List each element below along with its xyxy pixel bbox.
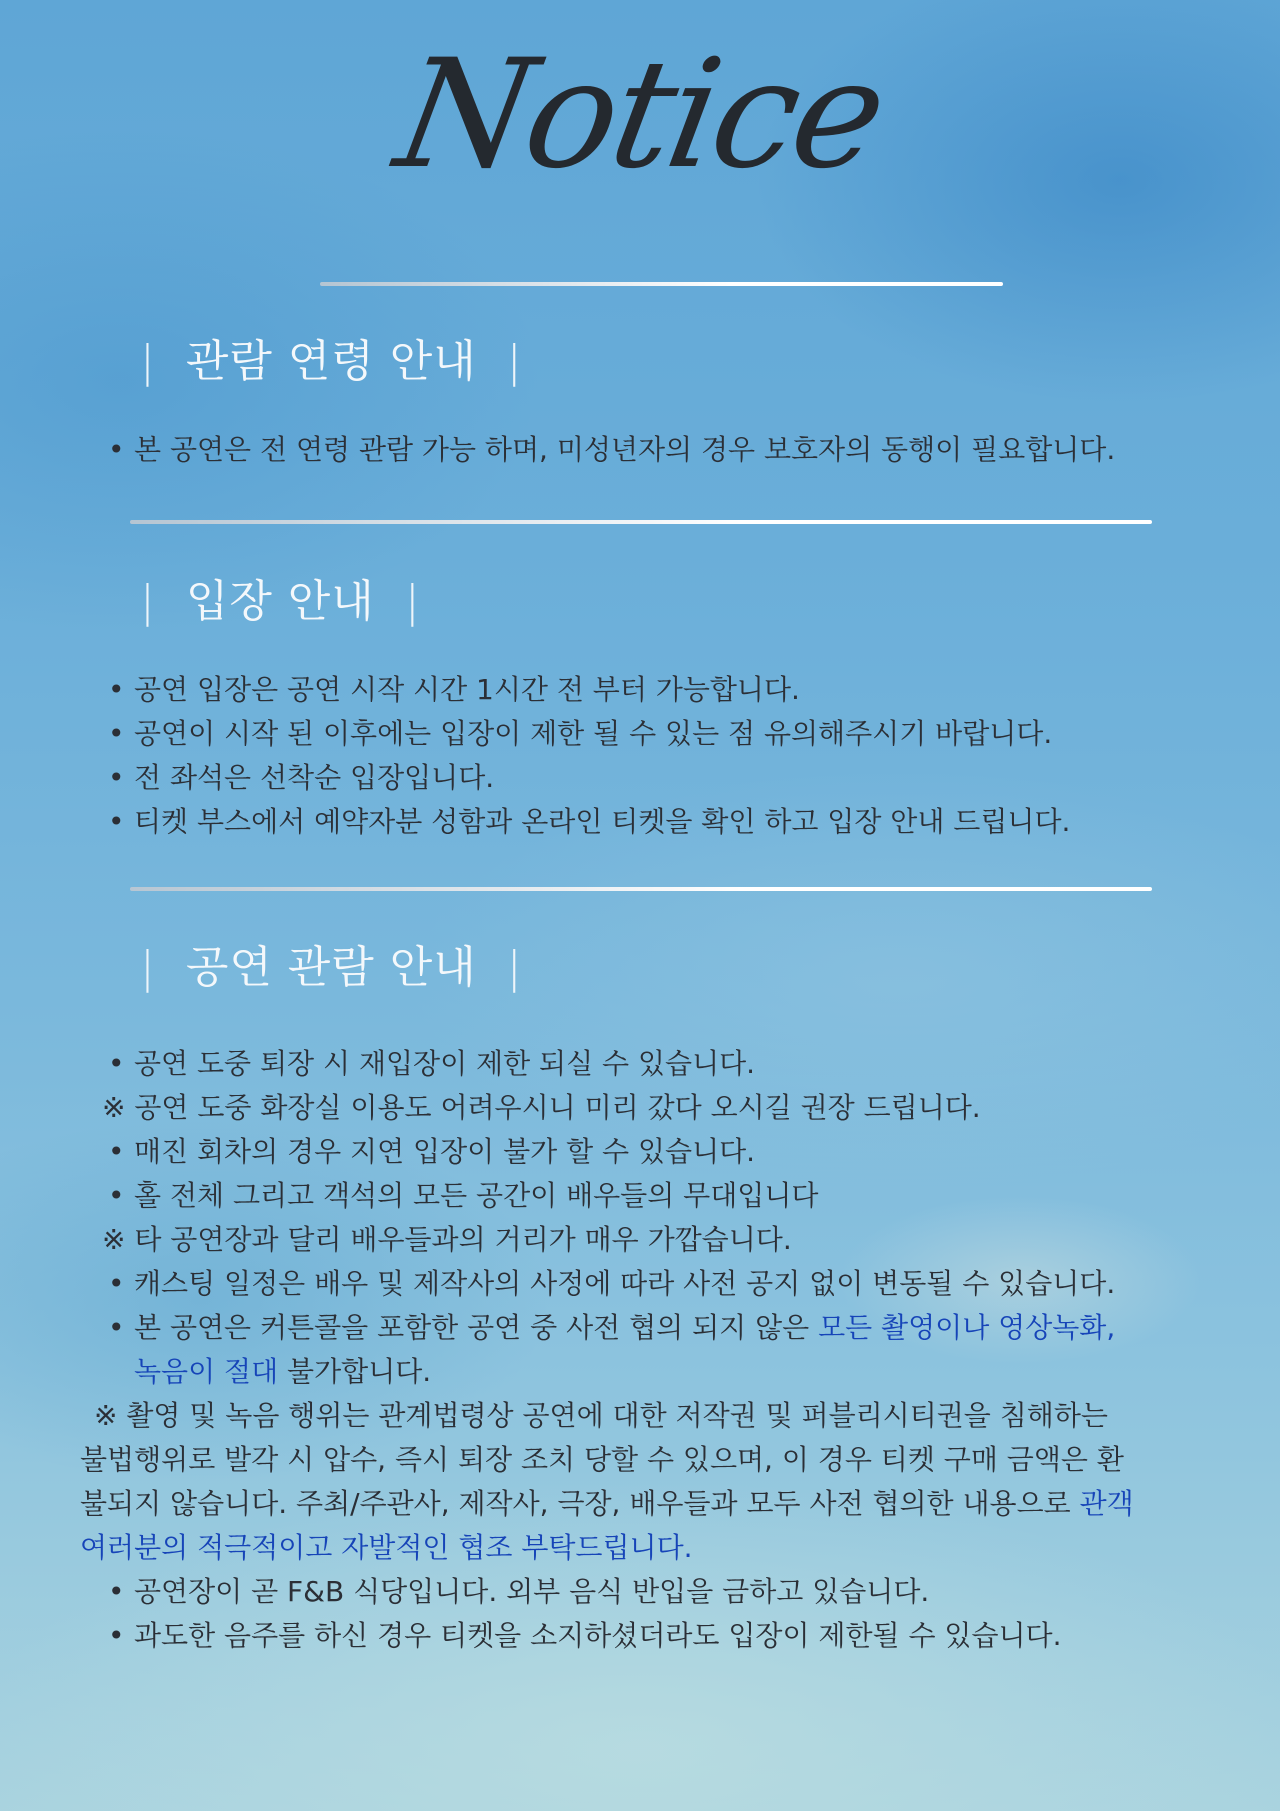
- highlight-text: 관객: [1079, 1487, 1134, 1520]
- paragraph-line: 불되지 않습니다. 주최/주관사, 제작사, 극장, 배우들과 모두 사전 협의한 내용으로 관객: [80, 1487, 1134, 1520]
- section-heading-age: | 관람 연령 안내 |: [140, 336, 523, 387]
- divider: [320, 282, 1003, 286]
- list-item: • 공연 입장은 공연 시작 시간 1시간 전 부터 가능합니다.: [80, 668, 1210, 712]
- divider: [130, 887, 1152, 891]
- list-item: • 전 좌석은 선착순 입장입니다.: [80, 756, 1210, 800]
- list-item: • 캐스팅 일정은 배우 및 제작사의 사정에 따라 사전 공지 없이 변동될 수 있습니다.: [80, 1262, 1220, 1306]
- paragraph-line: ※ 촬영 및 녹음 행위는 관계법령상 공연에 대한 저작권 및 퍼블리시티권을 침해하는: [94, 1399, 1108, 1432]
- list-item: • 과도한 음주를 하신 경우 티켓을 소지하셨더라도 입장이 제한될 수 있습니다.: [80, 1614, 1220, 1658]
- section-heading-viewing: | 공연 관람 안내 |: [140, 942, 523, 993]
- viewing-list: [80, 1042, 1220, 1658]
- section-heading-entry: | 입장 안내 |: [140, 576, 421, 627]
- list-item: • 매진 회차의 경우 지연 입장이 불가 할 수 있습니다.: [80, 1130, 1220, 1174]
- list-item: • 본 공연은 전 연령 관람 가능 하며, 미성년자의 경우 보호자의 동행이 필요합니다.: [80, 428, 1210, 472]
- highlight-text: 모든 촬영이나 영상녹화,: [818, 1311, 1116, 1344]
- age-list: [80, 428, 1210, 472]
- note-item: ※ 공연 도중 화장실 이용도 어려우시니 미리 갔다 오시길 권장 드립니다.: [102, 1091, 981, 1124]
- list-item: • 티켓 부스에서 예약자분 성함과 온라인 티켓을 확인 하고 입장 안내 드립니다.: [80, 800, 1210, 844]
- note-item: ※ 타 공연장과 달리 배우들과의 거리가 매우 가깝습니다.: [102, 1223, 792, 1256]
- list-item: • 공연장이 곧 F&B 식당입니다. 외부 음식 반입을 금하고 있습니다.: [80, 1570, 1220, 1614]
- paragraph-line: 여러분의 적극적이고 자발적인 협조 부탁드립니다.: [80, 1531, 693, 1564]
- list-item: • 공연이 시작 된 이후에는 입장이 제한 될 수 있는 점 유의해주시기 바랍니다.: [80, 712, 1210, 756]
- divider: [130, 520, 1152, 524]
- entry-list: [80, 668, 1210, 844]
- list-item: • 공연 도중 퇴장 시 재입장이 제한 되실 수 있습니다.: [80, 1042, 1220, 1086]
- list-item: • 홀 전체 그리고 객석의 모든 공간이 배우들의 무대입니다: [80, 1174, 1220, 1218]
- list-item-recording: • 본 공연은 커튼콜을 포함한 공연 중 사전 협의 되지 않은 모든 촬영이나 영상녹화, 녹음이 절대 불가합니다.: [80, 1306, 1220, 1394]
- notice-title: Notice: [385, 28, 895, 202]
- paragraph-line: 불법행위로 발각 시 압수, 즉시 퇴장 조치 당할 수 있으며, 이 경우 티켓 구매 금액은 환: [80, 1443, 1124, 1476]
- highlight-text: 녹음이 절대: [134, 1355, 279, 1388]
